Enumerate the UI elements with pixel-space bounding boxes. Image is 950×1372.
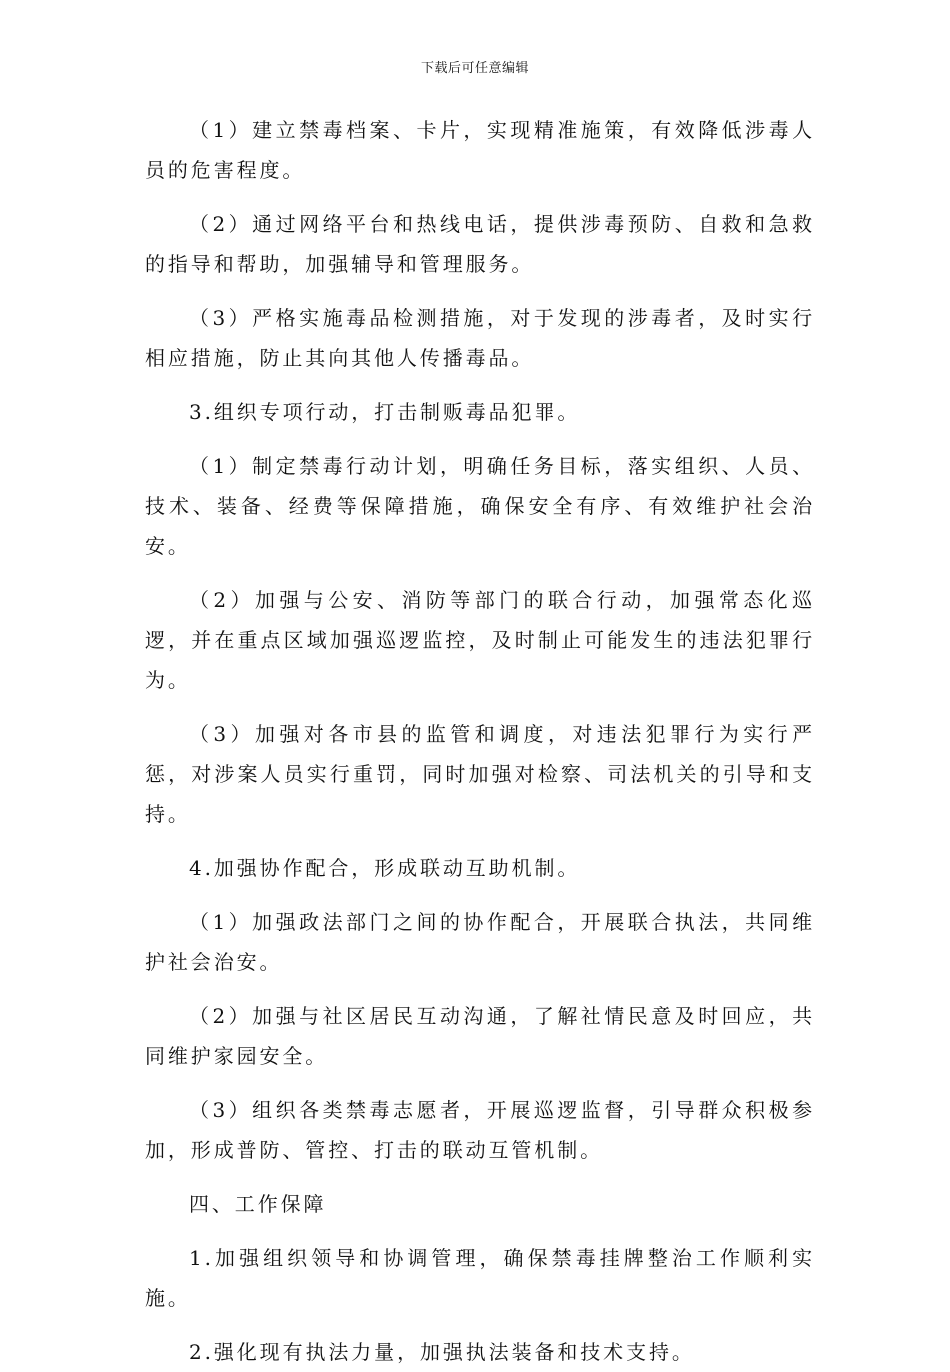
paragraph-5: （1）制定禁毒行动计划，明确任务目标，落实组织、人员、技术、装备、经费等保障措施，确保安全有序、有效维护社会治安。 bbox=[145, 454, 815, 558]
chapter-heading-work-guarantee: 四、工作保障 bbox=[189, 1192, 327, 1216]
paragraph-13: 1.加强组织领导和协调管理，确保禁毒挂牌整治工作顺利实施。 bbox=[145, 1246, 815, 1310]
page-header: 下载后可任意编辑 bbox=[420, 61, 529, 76]
paragraph-10: （2）加强与社区居民互动沟通，了解社情民意及时回应，共同维护家园安全。 bbox=[145, 1004, 815, 1068]
paragraph-9: （1）加强政法部门之间的协作配合，开展联合执法，共同维护社会治安。 bbox=[145, 910, 815, 974]
paragraph-11: （3）组织各类禁毒志愿者，开展巡逻监督，引导群众积极参加，形成普防、管控、打击的联动互管机制。 bbox=[145, 1098, 815, 1162]
section-heading-3: 3.组织专项行动，打击制贩毒品犯罪。 bbox=[189, 400, 581, 424]
paragraph-3: （3）严格实施毒品检测措施，对于发现的涉毒者，及时实行相应措施，防止其向其他人传播毒品。 bbox=[145, 306, 815, 370]
paragraph-1: （1）建立禁毒档案、卡片，实现精准施策，有效降低涉毒人员的危害程度。 bbox=[145, 118, 815, 182]
paragraph-6: （2）加强与公安、消防等部门的联合行动，加强常态化巡逻，并在重点区域加强巡逻监控，及时制止可能发生的违法犯罪行为。 bbox=[145, 588, 815, 692]
paragraph-14: 2.强化现有执法力量，加强执法装备和技术支持。 bbox=[189, 1340, 695, 1364]
document-body bbox=[145, 110, 815, 1372]
paragraph-7: （3）加强对各市县的监管和调度，对违法犯罪行为实行严惩，对涉案人员实行重罚，同时加强对检察、司法机关的引导和支持。 bbox=[145, 722, 815, 826]
paragraph-2: （2）通过网络平台和热线电话，提供涉毒预防、自救和急救的指导和帮助，加强辅导和管理服务。 bbox=[145, 212, 815, 276]
section-heading-4: 4.加强协作配合，形成联动互助机制。 bbox=[189, 856, 581, 880]
